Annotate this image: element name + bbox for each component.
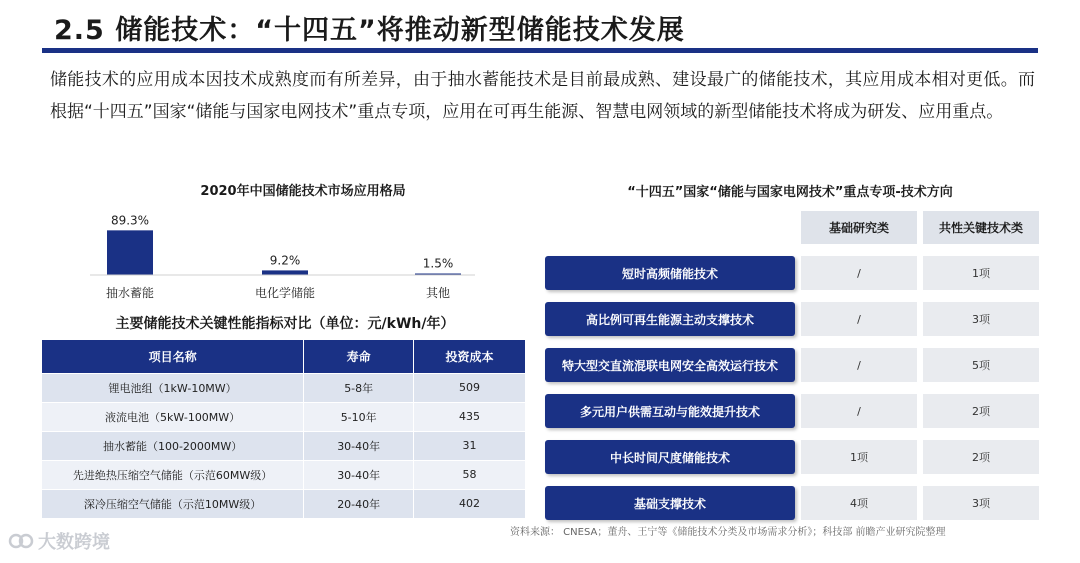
cell-lifetime: 5-10年 bbox=[304, 402, 414, 431]
direction-cell-common: 1项 bbox=[923, 256, 1039, 290]
cell-name: 锂电池组（1kW-10MW） bbox=[42, 373, 304, 402]
watermark bbox=[8, 528, 110, 554]
direction-cell-common: 5项 bbox=[923, 348, 1039, 382]
cell-lifetime: 5-8年 bbox=[304, 373, 414, 402]
bar-1 bbox=[107, 230, 153, 275]
bar-data-label: 9.2% bbox=[269, 253, 301, 268]
table-row bbox=[42, 373, 526, 402]
header-lifetime: 寿命 bbox=[304, 340, 414, 373]
direction-cell-basic: / bbox=[801, 256, 917, 290]
source-note: 资料来源： CNESA；董舟、王宁等《储能技术分类及市场需求分析》；科技部 前瞻产业研究院整理 bbox=[510, 527, 946, 538]
title-divider bbox=[42, 48, 1038, 53]
intro-paragraph: 储能技术的应用成本因技术成熟度而有所差异，由于抽水蓄能技术是目前最成熟、建设最广的储能技术，其应用成本相对更低。而根据“十四五”国家“储能与国家电网技术”重点专项，应用在可再生能源、智慧电网领域的新型储能技术将成为研发、应用重点。 bbox=[50, 70, 1035, 122]
metrics-header-row bbox=[42, 340, 526, 373]
column-header-common: 共性关键技术类 bbox=[923, 211, 1039, 244]
direction-row-label: 特大型交直流混联电网安全高效运行技术 bbox=[545, 348, 795, 382]
direction-row-label: 基础支撑技术 bbox=[545, 486, 795, 520]
direction-row-label: 短时高频储能技术 bbox=[545, 256, 795, 290]
bar-data-label: 1.5% bbox=[422, 256, 454, 271]
cell-name: 抽水蓄能（100-2000MW） bbox=[42, 431, 304, 460]
metrics-table-title: 主要储能技术关键性能指标对比（单位：元/kWh/年） bbox=[115, 316, 455, 332]
cell-cost: 31 bbox=[414, 431, 526, 460]
cell-name: 液流电池（5kW-100MW） bbox=[42, 402, 304, 431]
direction-cell-basic: / bbox=[801, 394, 917, 428]
direction-cell-basic: / bbox=[801, 348, 917, 382]
direction-cell-basic: 1项 bbox=[801, 440, 917, 474]
cell-lifetime: 30-40年 bbox=[304, 460, 414, 489]
table-row bbox=[42, 489, 526, 518]
direction-cell-common: 2项 bbox=[923, 394, 1039, 428]
cell-cost: 435 bbox=[414, 402, 526, 431]
bar-data-label: 89.3% bbox=[110, 213, 150, 228]
direction-cell-common: 2项 bbox=[923, 440, 1039, 474]
cell-name: 深冷压缩空气储能（示范10MW级） bbox=[42, 489, 304, 518]
column-header-basic: 基础研究类 bbox=[801, 211, 917, 244]
direction-grid-title: “十四五”国家“储能与国家电网技术”重点专项-技术方向 bbox=[627, 185, 953, 200]
brand-logo-icon bbox=[8, 530, 34, 552]
bar-category-label: 其他 bbox=[425, 286, 451, 300]
bar-2 bbox=[262, 270, 308, 275]
cell-name: 先进绝热压缩空气储能（示范60MW级） bbox=[42, 460, 304, 489]
bar-category-label: 电化学储能 bbox=[254, 286, 316, 300]
table-row bbox=[42, 402, 526, 431]
cell-cost: 402 bbox=[414, 489, 526, 518]
watermark-text: 大数跨境 bbox=[38, 532, 110, 553]
market-share-bar-chart bbox=[80, 200, 480, 310]
cell-cost: 509 bbox=[414, 373, 526, 402]
direction-cell-common: 3项 bbox=[923, 302, 1039, 336]
bar-chart-title: 2020年中国储能技术市场应用格局 bbox=[200, 184, 406, 199]
direction-row-label: 高比例可再生能源主动支撑技术 bbox=[545, 302, 795, 336]
direction-cell-basic: 4项 bbox=[801, 486, 917, 520]
direction-row-label: 中长时间尺度储能技术 bbox=[545, 440, 795, 474]
table-row bbox=[42, 460, 526, 489]
direction-row-label: 多元用户供需互动与能效提升技术 bbox=[545, 394, 795, 428]
header-cost: 投资成本 bbox=[414, 340, 526, 373]
bar-category-label: 抽水蓄能 bbox=[105, 286, 155, 300]
cell-cost: 58 bbox=[414, 460, 526, 489]
metrics-table bbox=[42, 340, 526, 518]
cell-lifetime: 30-40年 bbox=[304, 431, 414, 460]
direction-cell-basic: / bbox=[801, 302, 917, 336]
header-name: 项目名称 bbox=[42, 340, 304, 373]
direction-cell-common: 3项 bbox=[923, 486, 1039, 520]
page-title: 2.5 储能技术：“十四五”将推动新型储能技术发展 bbox=[54, 15, 685, 46]
table-row bbox=[42, 431, 526, 460]
cell-lifetime: 20-40年 bbox=[304, 489, 414, 518]
